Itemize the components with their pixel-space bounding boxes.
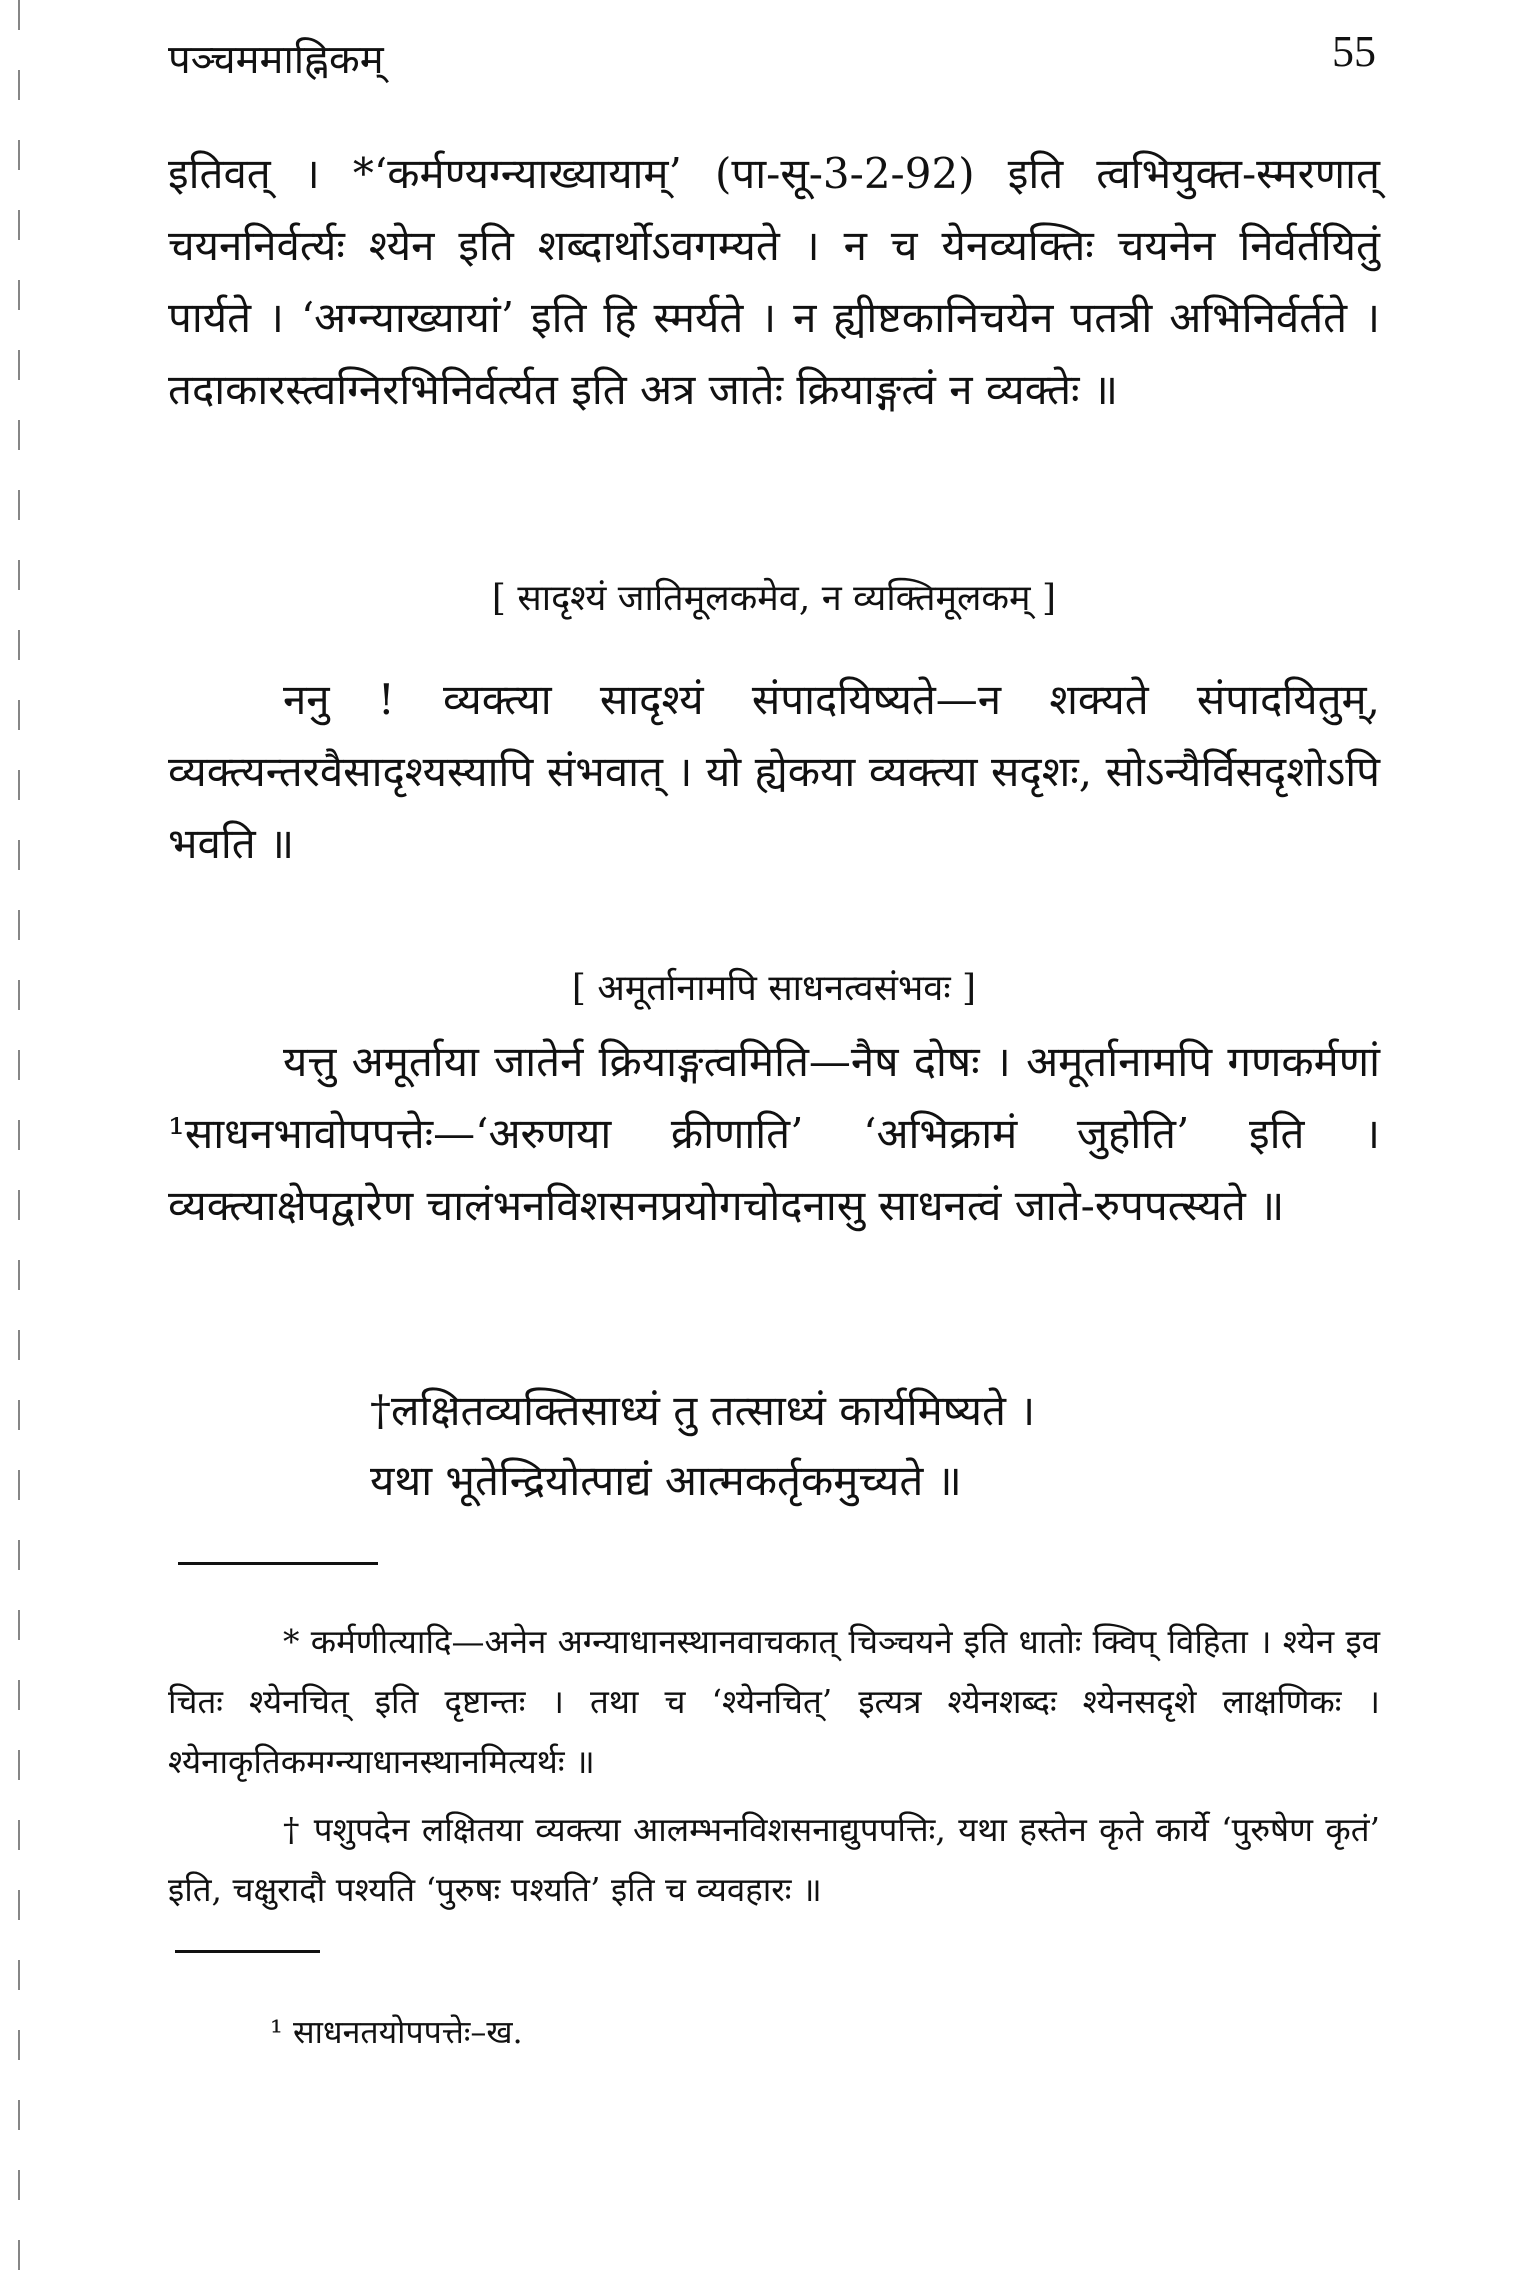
paragraph-2: ननु ! व्यक्त्या सादृश्यं संपादयिष्यते—न शक्यते संपादयितुम्, व्यक्त्यन्तरवैसादृश्यस्यापि संभवात् । यो ह्येकया व्यक्त्या सदृशः, सोऽन्यैर्विसदृशोऽपि भवति ॥	[168, 675, 1380, 868]
commentary-note-1: * कर्मणीत्यादि—अनेन अग्न्याधानस्थानवाचकात् चिञ्चयने इति धातोः क्विप् विहिता । श्येन इव चितः श्येनचित् इति दृष्टान्तः । तथा च ‘श्येनचित्’ इत्यत्र श्येनशब्दः श्येनसदृशे लाक्षणिकः । श्येनाकृतिकमग्न्याधानस्थानमित्यर्थः ॥	[168, 1622, 1380, 1781]
section-heading-2: [ अमूर्तानामपि साधनत्वसंभवः ]	[571, 968, 977, 1009]
verse-line-1: †लक्षितव्यक्तिसाध्यं तु तत्साध्यं कार्यमिष्यते ।	[370, 1386, 1036, 1435]
paragraph-1: इतिवत् । *‘कर्मण्यग्न्याख्यायाम्’ (पा-सू-3-2-92) इति त्वभियुक्त-स्मरणात् चयननिर्वर्त्यः श्येन इति शब्दार्थोऽवगम्यते । न च येनव्यक्तिः चयनेन निर्वर्तयितुं पार्यते । ‘अग्न्याख्यायां’ इति हि स्मर्यते । न ह्यीष्टकानिचयेन पतत्री अभिनिर्वर्तते । तदाकारस्त्वग्निरभिनिर्वर्त्यत इति अत्र जातेः क्रियाङ्गत्वं न व्यक्तेः ॥	[168, 149, 1380, 414]
notes-separator-rule	[178, 1562, 378, 1565]
page-number: 55	[1332, 27, 1376, 76]
binding-edge	[18, 0, 20, 2274]
footnote-separator-rule	[175, 1950, 320, 1953]
commentary-note-2: † पशुपदेन लक्षितया व्यक्त्या आलम्भनविशसनाद्युपपत्तिः, यथा हस्तेन कृते कार्ये ‘पुरुषेण कृतं’ इति, चक्षुरादौ पश्यति ‘पुरुषः पश्यति’ इति च व्यवहारः ॥	[168, 1810, 1380, 1909]
verse-line-2: यथा भूतेन्द्रियोत्पाद्यं आत्मकर्तृकमुच्यते ॥	[370, 1456, 962, 1505]
section-heading-1: [ सादृश्यं जातिमूलकमेव, न व्यक्तिमूलकम् ]	[491, 578, 1057, 619]
verse-block	[370, 1376, 1380, 1516]
footnote: ¹ साधनतयोपपत्तेः–ख.	[270, 2013, 523, 2051]
paragraph-3: यत्तु अमूर्ताया जातेर्न क्रियाङ्गत्वमिति—नैष दोषः । अमूर्तानामपि गणकर्मणां ¹साधनभावोपपत्तेः—‘अरुणया क्रीणाति’ ‘अभिक्रामं जुहोति’ इति । व्यक्त्याक्षेपद्वारेण चालंभनविशसनप्रयोगचोदनासु साधनत्वं जाते-रुपपत्स्यते ॥	[168, 1037, 1380, 1230]
running-head: पञ्चममाह्निकम्	[168, 37, 384, 83]
